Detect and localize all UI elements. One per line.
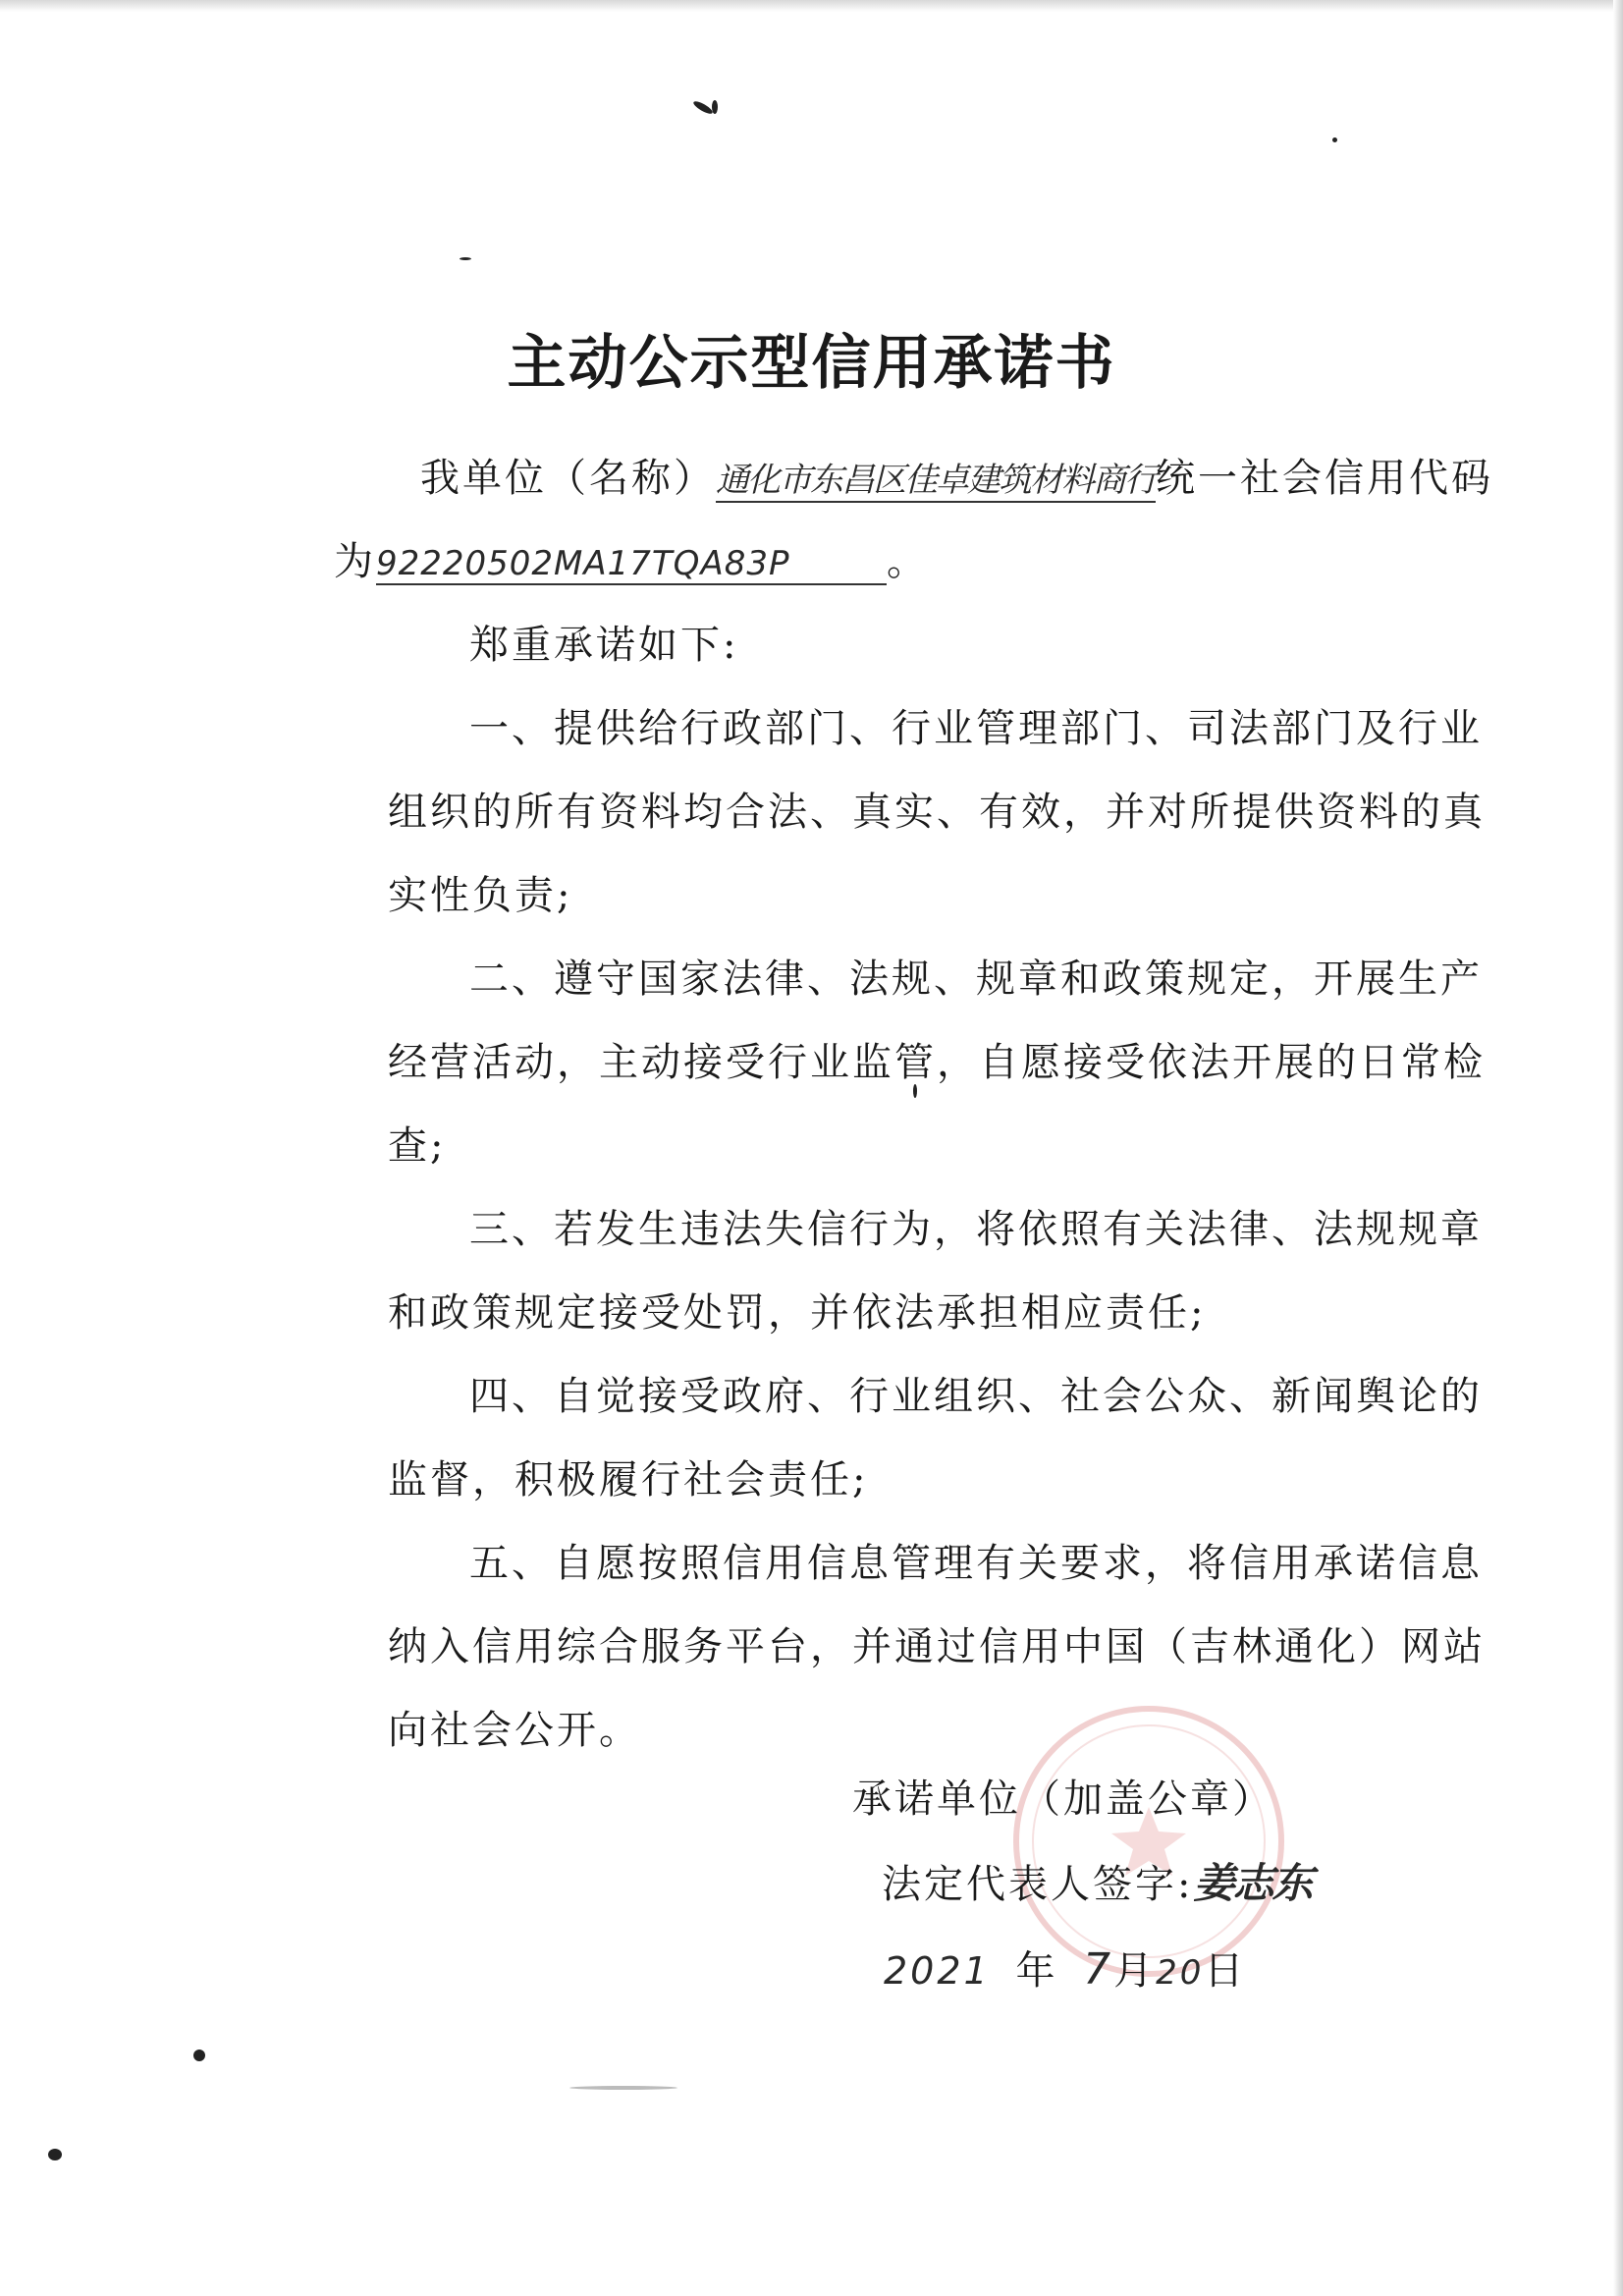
date-line xyxy=(884,1940,1246,1995)
scan-speck xyxy=(569,2086,677,2090)
legal-rep-label: 法定代表人签字: xyxy=(882,1862,1194,1907)
date-month-label: 月 xyxy=(1113,1948,1157,1994)
intro-prefix: 我单位（名称） xyxy=(420,456,716,501)
scan-speck xyxy=(712,100,718,114)
item-2-line-3: 查; xyxy=(388,1123,447,1169)
item-2-line-1: 二、遵守国家法律、法规、规章和政策规定，开展生产 xyxy=(469,957,1483,1002)
legal-rep-line xyxy=(882,1851,1312,1910)
date-day-label: 日 xyxy=(1204,1948,1247,1994)
item-1-line-2: 组织的所有资料均合法、真实、有效，并对所提供资料的真 xyxy=(388,790,1486,835)
credit-code-line xyxy=(334,530,929,586)
item-3-line-1: 三、若发生违法失信行为，将依照有关法律、法规规章 xyxy=(469,1207,1483,1252)
scan-speck xyxy=(48,2149,62,2160)
document-title: 主动公示型信用承诺书 xyxy=(507,329,1116,398)
code-suffix: 。 xyxy=(887,539,929,584)
item-5-line-2: 纳入信用综合服务平台，并通过信用中国（吉林通化）网站 xyxy=(388,1624,1486,1669)
item-4-line-1: 四、自觉接受政府、行业组织、社会公众、新闻舆论的 xyxy=(469,1374,1483,1419)
item-5-line-1: 五、自愿按照信用信息管理有关要求，将信用承诺信息 xyxy=(469,1541,1483,1586)
date-month: 7 xyxy=(1083,1944,1114,1995)
intro-suffix: 统一社会信用代码 xyxy=(1156,456,1493,501)
legal-rep-signature: 姜志东 xyxy=(1193,1859,1312,1907)
scan-edge-top xyxy=(0,0,1623,12)
item-4-line-2: 监督，积极履行社会责任; xyxy=(388,1457,869,1503)
pledging-unit-label: 承诺单位（加盖公章） xyxy=(852,1777,1274,1822)
date-day: 20 xyxy=(1156,1953,1205,1993)
item-5-line-3: 向社会公开。 xyxy=(388,1708,641,1753)
date-year-label: 年 xyxy=(1015,1948,1058,1994)
intro-line xyxy=(420,447,1493,503)
scan-speck xyxy=(692,99,715,116)
scan-speck xyxy=(460,257,471,260)
pledge-heading: 郑重承诺如下: xyxy=(469,623,739,668)
item-1-line-3: 实性负责; xyxy=(388,873,573,918)
item-3-line-2: 和政策规定接受处罚，并依法承担相应责任; xyxy=(388,1290,1207,1336)
item-1-line-1: 一、提供给行政部门、行业管理部门、司法部门及行业 xyxy=(469,706,1483,751)
date-year: 2021 xyxy=(884,1949,991,1993)
scan-speck xyxy=(1332,137,1337,142)
code-prefix: 为 xyxy=(334,539,376,584)
item-2-line-2: 经营活动，主动接受行业监管，自愿接受依法开展的日常检 xyxy=(388,1040,1486,1085)
credit-code-handwritten: 92220502MA17TQA83P xyxy=(376,544,887,585)
unit-name-handwritten: 通化市东昌区佳卓建筑材料商行 xyxy=(716,453,1156,503)
scan-speck xyxy=(193,2050,205,2061)
